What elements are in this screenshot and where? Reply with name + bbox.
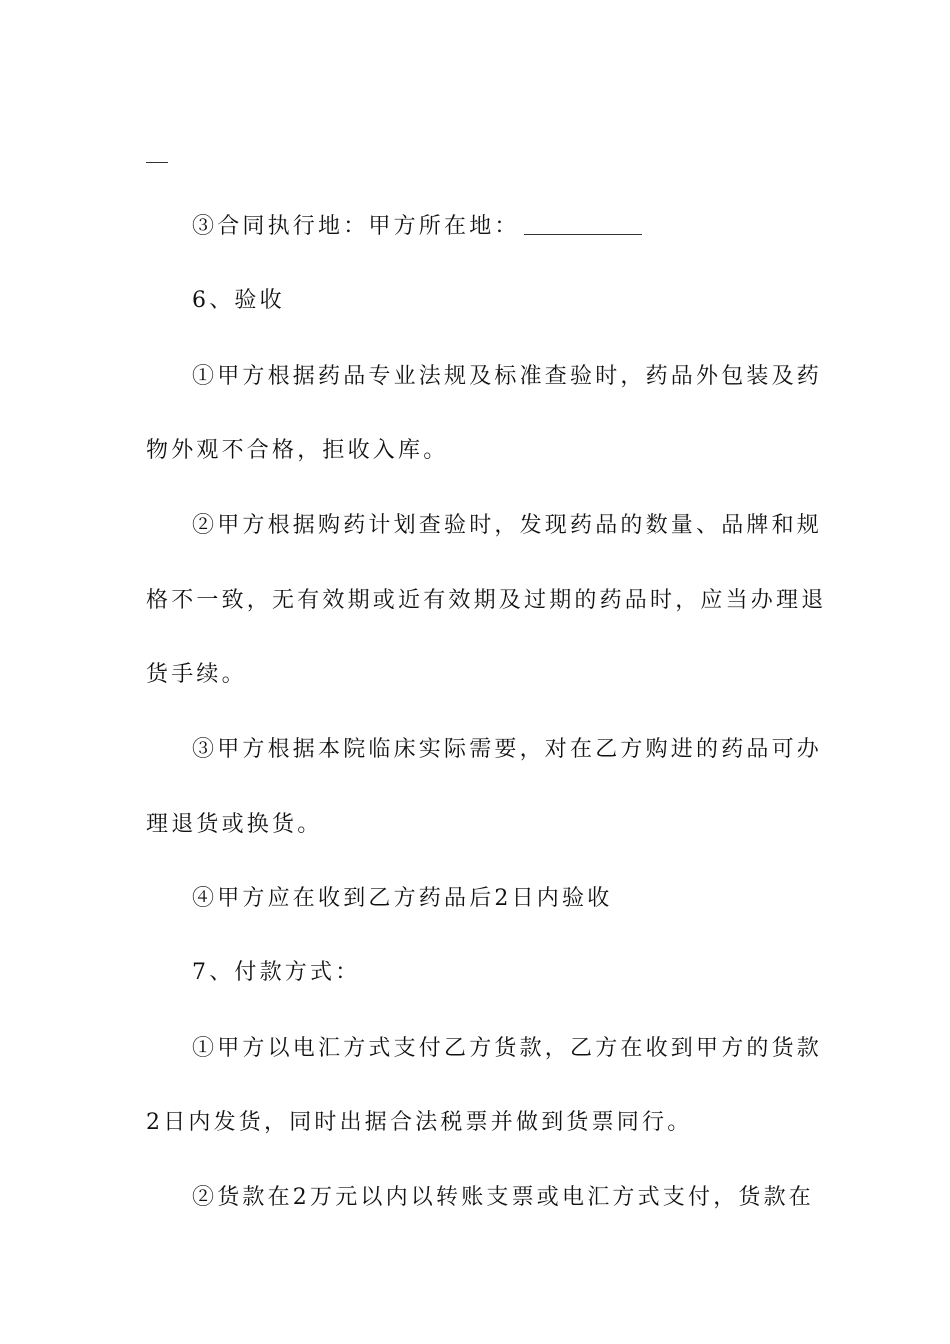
paragraph-line: 格不一致，无有效期或近有效期及过期的药品时，应当办理退 [146, 588, 827, 613]
paragraph-line: ①甲方根据药品专业法规及标准查验时，药品外包装及药 [192, 364, 823, 389]
paragraph-line: ①甲方以电汇方式支付乙方货款，乙方在收到甲方的货款 [192, 1036, 823, 1061]
clause-text: ③合同执行地：甲方所在地： [192, 214, 520, 239]
section-heading-acceptance: 6、验收 [192, 288, 285, 313]
paragraph-line: ③甲方根据本院临床实际需要，对在乙方购进的药品可办 [192, 737, 823, 762]
paragraph-line: 2日内发货，同时出据合法税票并做到货票同行。 [146, 1110, 693, 1135]
paragraph-line: 理退货或换货。 [146, 812, 323, 837]
continuation-dash [146, 162, 168, 163]
paragraph-line: ②甲方根据购药计划查验时，发现药品的数量、品牌和规 [192, 513, 823, 538]
paragraph-line: ④甲方应在收到乙方药品后2日内验收 [192, 886, 613, 911]
clause-execution-place [192, 212, 862, 242]
paragraph-line: 货手续。 [146, 662, 247, 687]
paragraph-line: ②货款在2万元以内以转账支票或电汇方式支付，货款在 [192, 1185, 814, 1210]
fill-in-blank [524, 214, 642, 235]
paragraph-line: 物外观不合格，拒收入库。 [146, 438, 449, 463]
section-heading-payment: 7、付款方式： [192, 960, 361, 985]
